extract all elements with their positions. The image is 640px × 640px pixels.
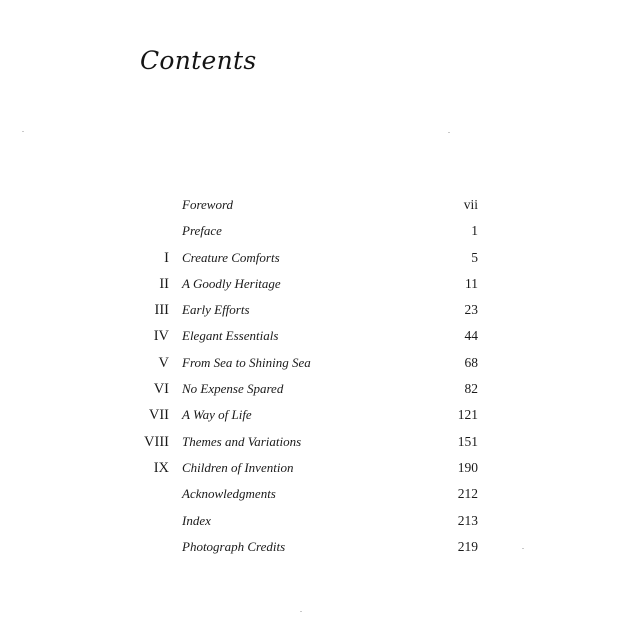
chapter-title: A Way of Life bbox=[182, 407, 252, 423]
toc-entry bbox=[0, 432, 640, 458]
toc-entry bbox=[0, 221, 640, 247]
toc-entry bbox=[0, 195, 640, 221]
page-number: 1 bbox=[471, 223, 478, 239]
page-number: 151 bbox=[457, 433, 478, 449]
chapter-title: Acknowledgments bbox=[182, 486, 276, 502]
chapter-title: Themes and Variations bbox=[182, 433, 302, 449]
chapter-title: Creature Comforts bbox=[182, 249, 280, 265]
chapter-number: I bbox=[164, 249, 169, 266]
chapter-title: Preface bbox=[182, 223, 222, 239]
page-number: vii bbox=[463, 197, 478, 212]
chapter-title: No Expense Spared bbox=[182, 381, 284, 397]
table-of-contents bbox=[0, 195, 640, 563]
page-title: Contents bbox=[140, 46, 257, 75]
page-number: 44 bbox=[464, 328, 478, 344]
chapter-number: II bbox=[159, 275, 169, 292]
page-number: 190 bbox=[457, 459, 478, 475]
toc-entry bbox=[0, 484, 640, 510]
chapter-title: A Goodly Heritage bbox=[182, 275, 281, 291]
toc-entry bbox=[0, 300, 640, 326]
chapter-title: Elegant Essentials bbox=[182, 328, 279, 344]
page-number: 121 bbox=[457, 407, 478, 423]
chapter-title: Children of Invention bbox=[182, 459, 294, 475]
page-number: 68 bbox=[464, 354, 478, 370]
page-number: 212 bbox=[457, 486, 478, 502]
toc-entry bbox=[0, 274, 640, 300]
page-number: 23 bbox=[464, 302, 478, 318]
chapter-number: V bbox=[158, 354, 169, 371]
chapter-number: VI bbox=[153, 381, 169, 398]
chapter-number: VII bbox=[148, 407, 169, 424]
toc-entry bbox=[0, 537, 640, 563]
chapter-number: IV bbox=[153, 328, 169, 345]
page-number: 11 bbox=[465, 275, 478, 291]
toc-entry bbox=[0, 405, 640, 431]
chapter-title: Index bbox=[182, 512, 211, 528]
page-number: 5 bbox=[471, 249, 478, 265]
page-number: 82 bbox=[464, 381, 478, 397]
chapter-number: IX bbox=[153, 459, 169, 476]
paper-speck bbox=[522, 548, 524, 549]
chapter-title: Early Efforts bbox=[182, 302, 250, 318]
page-number: 219 bbox=[457, 538, 478, 554]
toc-entry bbox=[0, 326, 640, 352]
chapter-title: From Sea to Shining Sea bbox=[182, 354, 311, 370]
toc-entry bbox=[0, 353, 640, 379]
chapter-number: VIII bbox=[144, 433, 169, 450]
chapter-title: Foreword bbox=[182, 197, 234, 212]
toc-entry bbox=[0, 458, 640, 484]
toc-entry bbox=[0, 511, 640, 537]
chapter-number: III bbox=[154, 302, 169, 319]
chapter-title: Photograph Credits bbox=[182, 538, 286, 554]
toc-entry bbox=[0, 248, 640, 274]
paper-speck bbox=[300, 611, 302, 612]
paper-speck bbox=[448, 132, 450, 133]
toc-entry bbox=[0, 379, 640, 405]
page-number: 213 bbox=[457, 512, 478, 528]
paper-speck bbox=[22, 131, 24, 132]
